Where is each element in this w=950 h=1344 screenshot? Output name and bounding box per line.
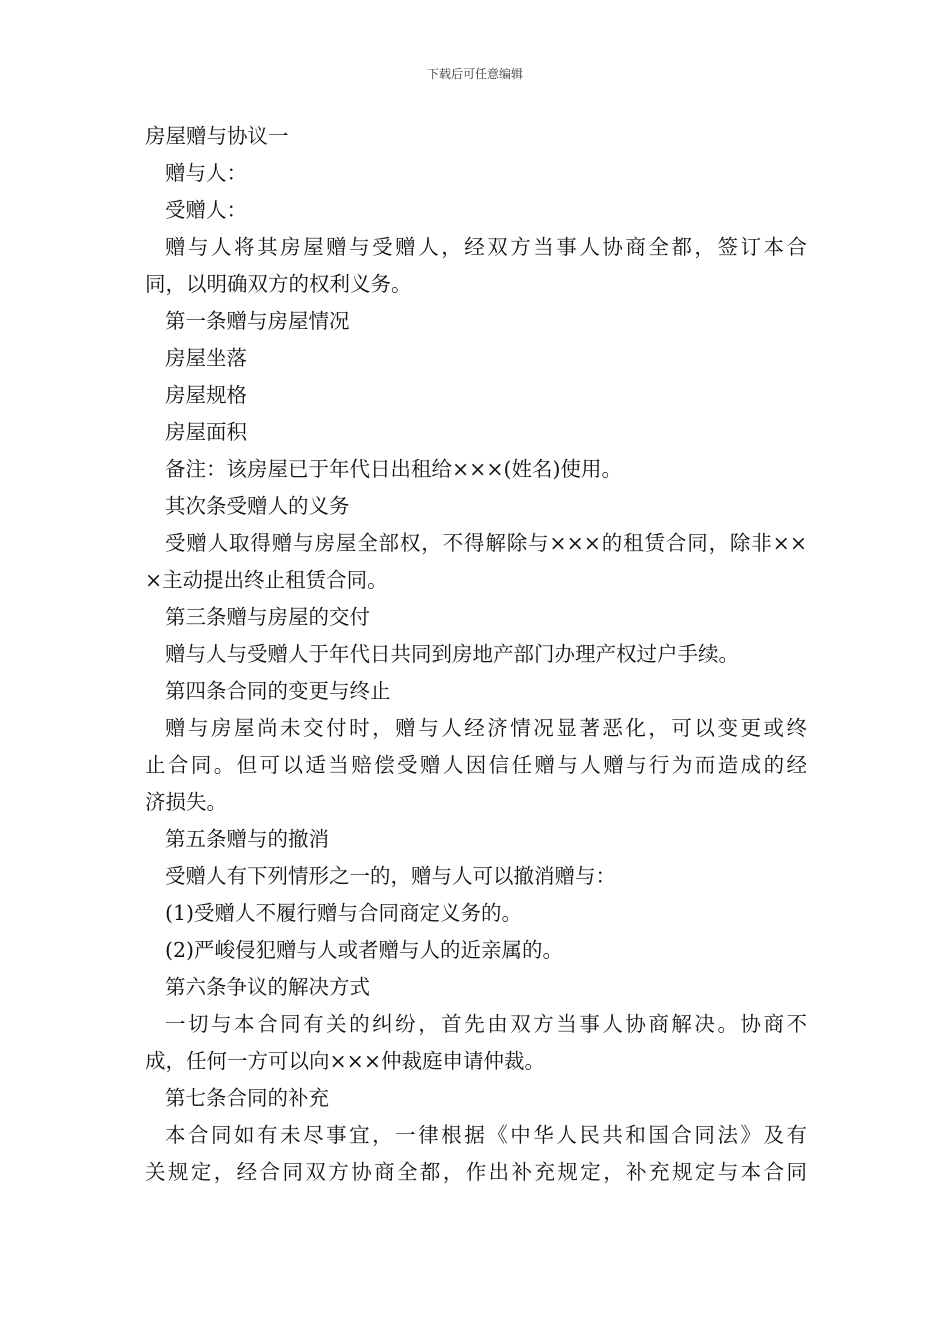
document-line: 房屋面积 bbox=[165, 420, 247, 444]
document-line: 受赠人： bbox=[165, 198, 247, 222]
document-line: 受赠人有下列情形之一的，赠与人可以撤消赠与： bbox=[165, 864, 616, 888]
document-line: 其次条受赠人的义务 bbox=[165, 494, 350, 518]
document-line: 济损失。 bbox=[145, 790, 227, 814]
document-line: 备注：该房屋已于年代日出租给×××(姓名)使用。 bbox=[165, 457, 623, 481]
document-line: 赠与房屋尚未交付时，赠与人经济情况显著恶化，可以变更或终 bbox=[165, 716, 807, 740]
document-line: 第五条赠与的撤消 bbox=[165, 827, 329, 851]
document-line: 赠与人与受赠人于年代日共同到房地产部门办理产权过户手续。 bbox=[165, 642, 739, 666]
document-line: (2)严峻侵犯赠与人或者赠与人的近亲属的。 bbox=[165, 938, 564, 962]
document-line: 关规定，经合同双方协商全都，作出补充规定，补充规定与本合同 bbox=[145, 1160, 807, 1184]
document-line: (1)受赠人不履行赠与合同商定义务的。 bbox=[165, 901, 523, 925]
document-line: 第四条合同的变更与终止 bbox=[165, 679, 391, 703]
page-header: 下载后可任意编辑 bbox=[426, 67, 523, 81]
document-line: 赠与人： bbox=[165, 161, 247, 185]
document-line: 止合同。但可以适当赔偿受赠人因信任赠与人赠与行为而造成的经 bbox=[145, 753, 807, 777]
document-line: 房屋规格 bbox=[165, 383, 247, 407]
document-line: 房屋赠与协议一 bbox=[145, 124, 289, 148]
document-line: 第七条合同的补充 bbox=[165, 1086, 329, 1110]
document-line: 受赠人取得赠与房屋全部权，不得解除与×××的租赁合同，除非×× bbox=[165, 531, 807, 555]
document-body bbox=[145, 118, 807, 1191]
document-line: 第三条赠与房屋的交付 bbox=[165, 605, 370, 629]
document-line: 一切与本合同有关的纠纷，首先由双方当事人协商解决。协商不 bbox=[165, 1012, 807, 1036]
document-line: 本合同如有未尽事宜，一律根据《中华人民共和国合同法》及有 bbox=[165, 1123, 807, 1147]
document-line: 赠与人将其房屋赠与受赠人，经双方当事人协商全都，签订本合 bbox=[165, 235, 807, 259]
document-line: 成，任何一方可以向×××仲裁庭申请仲裁。 bbox=[145, 1049, 546, 1073]
document-line: 第六条争议的解决方式 bbox=[165, 975, 370, 999]
document-line: 房屋坐落 bbox=[165, 346, 247, 370]
document-line: ×主动提出终止租赁合同。 bbox=[145, 568, 388, 592]
document-line: 同，以明确双方的权利义务。 bbox=[145, 272, 412, 296]
document-line: 第一条赠与房屋情况 bbox=[165, 309, 350, 333]
